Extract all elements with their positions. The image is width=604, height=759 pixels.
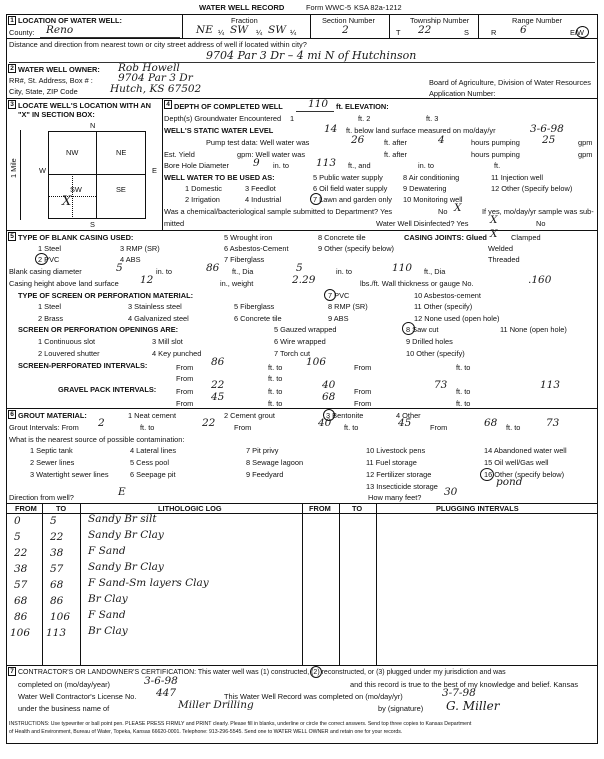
grout-intervals-label: Grout Intervals: From: [9, 423, 79, 432]
city-value: Hutch, KS 67502: [110, 83, 202, 95]
contam-3: 3 Watertight sewer lines: [30, 470, 109, 479]
joints-threaded: Threaded: [488, 255, 520, 264]
depth-value: 110: [308, 98, 329, 110]
distance-value: 9704 Par 3 Dr – 4 mi N of Hutchinson: [206, 49, 417, 62]
contam-15: 15 Oil well/Gas well: [484, 458, 549, 467]
gravel-2-to: 113: [540, 379, 561, 391]
casing-8: 8 Concrete tile: [318, 233, 366, 242]
casing-label: TYPE OF BLANK CASING USED:: [18, 233, 134, 242]
opening-11: 11 None (open hole): [500, 325, 567, 334]
disinfected-mark: X: [490, 214, 498, 226]
address-label: RR#, St. Address, Box # :: [9, 76, 93, 85]
use-11: 11 Injection well: [491, 173, 544, 182]
instructions-line-2: of Health and Environment, Bureau of Water, Topeka, Kansas 66620-0001. Telephone: 913-296-5545. Send one to WATER WELL OWNER and retain one for your records.: [9, 729, 403, 735]
yield-label: Est. Yield: [164, 150, 195, 159]
gw-2: ft. 2: [358, 114, 371, 123]
use-label: WELL WATER TO BE USED AS:: [164, 173, 275, 182]
casing-2-circle: [35, 253, 48, 265]
groundwater-label: Depth(s) Groundwater Encountered: [164, 114, 282, 123]
grout-ftto-3: ft. to: [506, 423, 521, 432]
bore-to-label: in. to: [273, 161, 290, 170]
completed-value: 3-6-98: [144, 675, 178, 687]
bore-value: 9: [253, 157, 260, 169]
casing-7: 7 Fiberglass: [224, 255, 265, 264]
screen-8: 8 RMP (SR): [328, 302, 368, 311]
contam-13: 13 Insecticide storage: [366, 482, 438, 491]
screen-7-circle: [324, 289, 336, 301]
township-value: 22: [418, 24, 432, 36]
gravel-ftto-4: ft. to: [456, 399, 471, 408]
chem-x: X: [454, 202, 462, 214]
log-row-from: 106: [10, 627, 31, 639]
township-t: T: [396, 28, 401, 37]
gravel-1-to: 40: [322, 379, 336, 391]
diameter-to-2: 110: [392, 262, 413, 274]
pump-ft: 26: [351, 134, 365, 146]
screen-1: 1 Steel: [38, 302, 62, 311]
diameter-in-to-1: in. to: [156, 267, 173, 276]
howmany-label: How many feet?: [368, 493, 422, 502]
gravel-3-to: 68: [322, 391, 336, 403]
range-r: R: [491, 28, 497, 37]
screen-9: 9 ABS: [328, 314, 349, 323]
gravel-ftto-2: ft. to: [456, 387, 471, 396]
bore-in-to: in. to: [418, 161, 435, 170]
height-value: 12: [140, 274, 154, 286]
quadrant-ne: NE: [116, 148, 127, 157]
completed-label: completed on (mo/day/year): [18, 680, 111, 689]
joints-mark: X: [490, 228, 498, 240]
joints-clamped: Clamped: [511, 233, 541, 242]
screen-4: 4 Galvanized steel: [128, 314, 189, 323]
diameter-ftdia-1: ft., Dia: [232, 267, 254, 276]
screen-6: 6 Concrete tile: [234, 314, 282, 323]
grout-from-3: From: [430, 423, 448, 432]
log-header-plugging: PLUGGING INTERVALS: [436, 504, 519, 513]
screen-5: 5 Fiberglass: [234, 302, 275, 311]
perf-from-label: From: [176, 363, 194, 372]
yield-hours-label: hours pumping: [471, 150, 520, 159]
mile-label: 1 Mile: [9, 158, 18, 178]
section-3-number: 3: [8, 100, 16, 109]
ksa-number: KSA 82a-1212: [354, 3, 402, 12]
use-7-circle: [310, 193, 322, 205]
log-row-to: 57: [50, 563, 64, 575]
signature-label: by (signature): [378, 704, 424, 713]
log-row-to: 68: [50, 579, 64, 591]
contam-7: 7 Pit privy: [246, 446, 279, 455]
howmany-value: 30: [444, 486, 458, 498]
range-ew-circle: [576, 26, 589, 38]
contam-5: 5 Cess pool: [130, 458, 170, 467]
perf-ftto3: ft. to: [268, 374, 283, 383]
log-row-from: 57: [14, 579, 28, 591]
fraction-c: SW: [268, 24, 286, 36]
signature-value: G. Miller: [446, 699, 500, 713]
location-x-mark: X: [62, 194, 72, 209]
gauge-label: lbs./ft. Wall thickness or gauge No.: [360, 279, 474, 288]
contam-8: 8 Sewage lagoon: [246, 458, 304, 467]
fraction-b: SW: [230, 24, 248, 36]
log-row-desc: Br Clay: [88, 625, 128, 637]
log-row-from: 5: [14, 531, 21, 543]
grout-i2-from: 40: [318, 417, 332, 429]
pump-hours: 4: [438, 134, 445, 146]
perf-to: 106: [306, 356, 327, 368]
compass-w: W: [39, 166, 46, 175]
log-row-desc: Br Clay: [88, 593, 128, 605]
screen-11: 11 Other (specify): [414, 302, 473, 311]
contam-16-circle: [480, 468, 494, 481]
bore-and: ft., and: [348, 161, 371, 170]
quadrant-sw: SW: [70, 185, 82, 194]
static-value: 14: [324, 123, 338, 135]
chem-mitted: mitted: [164, 219, 185, 228]
use-8: 8 Air conditioning: [403, 173, 460, 182]
diameter-label: Blank casing diameter: [9, 267, 82, 276]
address-value: 9704 Par 3 Dr: [118, 72, 193, 84]
township-label: Township Number: [410, 16, 470, 25]
opening-1: 1 Continuous slot: [38, 337, 96, 346]
section-6-number: 6: [8, 410, 16, 419]
use-7: 7 Lawn and garden only: [313, 195, 392, 204]
opening-8: 8 Saw cut: [406, 325, 439, 334]
board-label: Board of Agriculture, Division of Water Resources: [429, 78, 591, 87]
perf-ftto2: ft. to: [456, 363, 471, 372]
opening-5: 5 Gauzed wrapped: [274, 325, 337, 334]
casing-5: 5 Wrought iron: [224, 233, 273, 242]
log-row-desc: F Sand: [88, 609, 126, 621]
screen-7: 7 PVC: [328, 291, 350, 300]
depth-label: DEPTH OF COMPLETED WELL: [174, 102, 283, 111]
gravel-ftto-1: ft. to: [268, 387, 283, 396]
use-9: 9 Dewatering: [403, 184, 447, 193]
grout-label: GROUT MATERIAL:: [18, 411, 87, 420]
pump-hours-label: hours pumping: [471, 138, 520, 147]
static-label: WELL'S STATIC WATER LEVEL: [164, 126, 274, 135]
screen-3: 3 Stainless steel: [128, 302, 182, 311]
diameter-1: 5: [116, 262, 123, 274]
bore-label: Bore Hole Diameter: [164, 161, 229, 170]
gpm-2: gpm: [578, 150, 593, 159]
fraction-label: Fraction: [231, 16, 258, 25]
bore-to-value: 113: [316, 157, 337, 169]
county-value: Reno: [46, 24, 74, 36]
certification-text: CONTRACTOR'S OR LANDOWNER'S CERTIFICATION: This water well was (1) constructed, (2) reconstructed, or (3) plugged under my jurisdiction and was: [18, 669, 506, 676]
diameter-to-1: 86: [206, 262, 220, 274]
fraction-a: NE: [196, 24, 213, 36]
gravel-3-from: 45: [211, 391, 225, 403]
section-7-number: 7: [8, 667, 16, 676]
static-date: 3-6-98: [530, 123, 564, 135]
contamination-label: What is the nearest source of possible contamination:: [9, 435, 185, 444]
quadrant-nw: NW: [66, 148, 79, 157]
log-header-to: TO: [56, 504, 67, 513]
log-row-to: 38: [50, 547, 64, 559]
application-label: Application Number:: [429, 89, 496, 98]
log-row-to: 5: [50, 515, 57, 527]
perf-from: 86: [211, 356, 225, 368]
use-5: 5 Public water supply: [313, 173, 383, 182]
contam-16: 16 Other (specify below): [484, 470, 565, 479]
contam-10: 10 Livestock pens: [366, 446, 426, 455]
grout-4: 4 Other: [396, 411, 421, 420]
opening-6: 6 Wire wrapped: [274, 337, 326, 346]
log-header-from2: FROM: [309, 504, 331, 513]
diameter-ftdia-2: ft., Dia: [424, 267, 446, 276]
grout-i3-from: 68: [484, 417, 498, 429]
casing-3: 3 RMP (SR): [120, 244, 160, 253]
opening-8-circle: [402, 322, 415, 335]
section-1-number: 1: [8, 16, 16, 25]
quarter-b: ¼: [256, 28, 263, 37]
disinfected-label: Water Well Disinfected? Yes: [376, 219, 469, 228]
gravel-from-2-label: From: [354, 387, 372, 396]
township-s: S: [464, 28, 469, 37]
log-row-from: 86: [14, 611, 28, 623]
contam-other-value: pond: [496, 476, 523, 488]
instructions-line-1: INSTRUCTIONS: Use typewriter or ball point pen. PLEASE PRESS FIRMLY and PRINT clearly. Please fill in blanks, underline or circle the correct answers. Send top three copies to Kansas Department: [9, 721, 472, 727]
gravel-2-from: 73: [434, 379, 448, 391]
quarter-a: ¼: [218, 28, 225, 37]
chem-label: Was a chemical/bacteriological sample submitted to Department? Yes: [164, 207, 393, 216]
record-date: 3-7-98: [442, 687, 476, 699]
constructed-circle: [310, 666, 322, 678]
grout-3: 3 Bentonite: [326, 411, 364, 420]
screen-2: 2 Brass: [38, 314, 64, 323]
grout-from-2: From: [234, 423, 252, 432]
form-number: Form WWC-5: [306, 3, 352, 12]
locate-label: LOCATE WELL'S LOCATION WITH AN "X" IN SECTION BOX:: [18, 101, 151, 119]
log-header-from: FROM: [15, 504, 37, 513]
casing-4: 4 ABS: [120, 255, 141, 264]
log-row-to: 113: [46, 627, 67, 639]
contam-6: 6 Seepage pit: [130, 470, 176, 479]
contam-14: 14 Abandoned water well: [484, 446, 567, 455]
contam-12: 12 Fertilizer storage: [366, 470, 432, 479]
gravel-ftto-3: ft. to: [268, 399, 283, 408]
perf-ftto: ft. to: [268, 363, 283, 372]
owner-label: WATER WELL OWNER:: [18, 65, 100, 74]
business-value: Miller Drilling: [178, 699, 254, 711]
compass-e: E: [152, 166, 157, 175]
log-row-desc: F Sand: [88, 545, 126, 557]
contam-4: 4 Lateral lines: [130, 446, 177, 455]
log-row-desc: Sandy Br Clay: [88, 529, 164, 541]
grout-ftto-2: ft. to: [344, 423, 359, 432]
pump-gpm: 25: [542, 134, 556, 146]
contam-11: 11 Fuel storage: [366, 458, 417, 467]
weight-label: in., weight: [220, 279, 254, 288]
weight-value: 2.29: [292, 274, 316, 286]
gpm-1: gpm: [578, 138, 593, 147]
log-row-from: 38: [14, 563, 28, 575]
gravel-from-4-label: From: [354, 399, 372, 408]
compass-n: N: [90, 121, 96, 130]
joints-welded: Welded: [488, 244, 513, 253]
contam-1: 1 Septic tank: [30, 446, 73, 455]
opening-4: 4 Key punched: [152, 349, 202, 358]
grout-i1-to: 22: [202, 417, 216, 429]
log-header-lithology: LITHOLOGIC LOG: [158, 504, 222, 513]
pump-after: ft. after: [384, 138, 408, 147]
log-row-to: 106: [50, 611, 71, 623]
perf-label: SCREEN-PERFORATED INTERVALS:: [18, 361, 148, 370]
grout-1: 1 Neat cement: [128, 411, 177, 420]
gravel-label: GRAVEL PACK INTERVALS:: [58, 385, 157, 394]
form-title: WATER WELL RECORD: [199, 3, 285, 12]
range-label: Range Number: [512, 16, 563, 25]
log-row-desc: F Sand-Sm layers Clay: [88, 577, 209, 589]
screen-10: 10 Asbestos-cement: [414, 291, 481, 300]
static-tail: ft. below land surface measured on mo/day/yr: [346, 126, 496, 135]
use-10: 10 Monitoring well: [403, 195, 463, 204]
gw-3: ft. 3: [426, 114, 439, 123]
section-2-number: 2: [8, 64, 16, 73]
certification-text-2: and this record is true to the best of my knowledge and belief. Kansas: [350, 680, 579, 689]
log-row-from: 68: [14, 595, 28, 607]
use-1: 1 Domestic: [185, 184, 222, 193]
grout-i3-to: 73: [546, 417, 560, 429]
log-row-from: 0: [14, 515, 21, 527]
business-label: under the business name of: [18, 704, 110, 713]
use-3: 3 Feedlot: [245, 184, 276, 193]
county-label: County:: [9, 28, 35, 37]
section-number-label: Section Number: [322, 16, 375, 25]
range-ew: E/W: [570, 28, 584, 37]
gravel-from-3-label: From: [176, 399, 194, 408]
chem-no: No: [438, 207, 448, 216]
city-label: City, State, ZIP Code: [9, 87, 78, 96]
diameter-2: 5: [296, 262, 303, 274]
compass-s: S: [90, 220, 95, 229]
chem-tail: If yes, mo/day/yr sample was sub-: [482, 207, 594, 216]
openings-label: SCREEN OR PERFORATION OPENINGS ARE:: [18, 325, 179, 334]
perf-from2-label: From: [354, 363, 372, 372]
direction-label: Direction from well?: [9, 493, 74, 502]
log-row-from: 22: [14, 547, 28, 559]
joints-label: CASING JOINTS: Glued: [404, 233, 487, 242]
opening-9: 9 Drilled holes: [406, 337, 453, 346]
grout-i2-to: 45: [398, 417, 412, 429]
contam-2: 2 Sewer lines: [30, 458, 75, 467]
screen-12: 12 None used (open hole): [414, 314, 500, 323]
gw-1: 1: [290, 114, 295, 123]
casing-1: 1 Steel: [38, 244, 62, 253]
disinfected-no: No: [536, 219, 546, 228]
yield-after: ft. after: [384, 150, 408, 159]
bore-ft: ft.: [494, 161, 501, 170]
casing-9: 9 Other (specify below): [318, 244, 394, 253]
casing-2: 2 PVC: [38, 255, 60, 264]
section-4-number: 4: [164, 100, 172, 109]
use-6: 6 Oil field water supply: [313, 184, 388, 193]
log-row-desc: Sandy Br silt: [88, 513, 157, 525]
use-4: 4 Industrial: [245, 195, 282, 204]
range-value: 6: [520, 24, 527, 36]
license-value: 447: [156, 687, 177, 699]
record-label: This Water Well Record was completed on (mo/day/yr): [224, 692, 403, 701]
diameter-in-to-2: in. to: [336, 267, 353, 276]
perf-from3-label: From: [176, 374, 194, 383]
elevation-label: ft. ELEVATION:: [336, 102, 389, 111]
owner-value: Rob Howell: [118, 62, 180, 74]
opening-7: 7 Torch cut: [274, 349, 311, 358]
location-label: LOCATION OF WATER WELL:: [18, 16, 122, 25]
contam-9: 9 Feedyard: [246, 470, 284, 479]
use-2: 2 Irrigation: [185, 195, 220, 204]
gauge-value: .160: [528, 274, 552, 286]
log-row-desc: Sandy Br Clay: [88, 561, 164, 573]
direction-value: E: [118, 486, 126, 498]
well-record-form: [6, 0, 600, 759]
pump-label: Pump test data: Well water was: [206, 138, 310, 147]
height-label: Casing height above land surface: [9, 279, 119, 288]
yield-mid: gpm: Well water was: [237, 150, 306, 159]
casing-6: 6 Asbestos-Cement: [224, 244, 289, 253]
log-header-to2: TO: [352, 504, 363, 513]
opening-2: 2 Louvered shutter: [38, 349, 100, 358]
license-label: Water Well Contractor's License No.: [18, 692, 137, 701]
log-row-to: 86: [50, 595, 64, 607]
opening-3: 3 Mill slot: [152, 337, 183, 346]
grout-i1-from: 2: [98, 417, 105, 429]
screen-label: TYPE OF SCREEN OR PERFORATION MATERIAL:: [18, 291, 194, 300]
quarter-c: ¼: [290, 28, 297, 37]
quadrant-se: SE: [116, 185, 126, 194]
opening-10: 10 Other (specify): [406, 349, 465, 358]
gravel-from-label: From: [176, 387, 194, 396]
grout-ftto-1: ft. to: [140, 423, 155, 432]
section-5-number: 5: [8, 232, 16, 241]
grout-2: 2 Cement grout: [224, 411, 275, 420]
distance-label: Distance and direction from nearest town or city street address of well if located within city?: [9, 40, 307, 49]
use-12: 12 Other (Specify below): [491, 184, 573, 193]
log-row-to: 22: [50, 531, 64, 543]
gravel-1-from: 22: [211, 379, 225, 391]
section-number-value: 2: [342, 24, 349, 36]
